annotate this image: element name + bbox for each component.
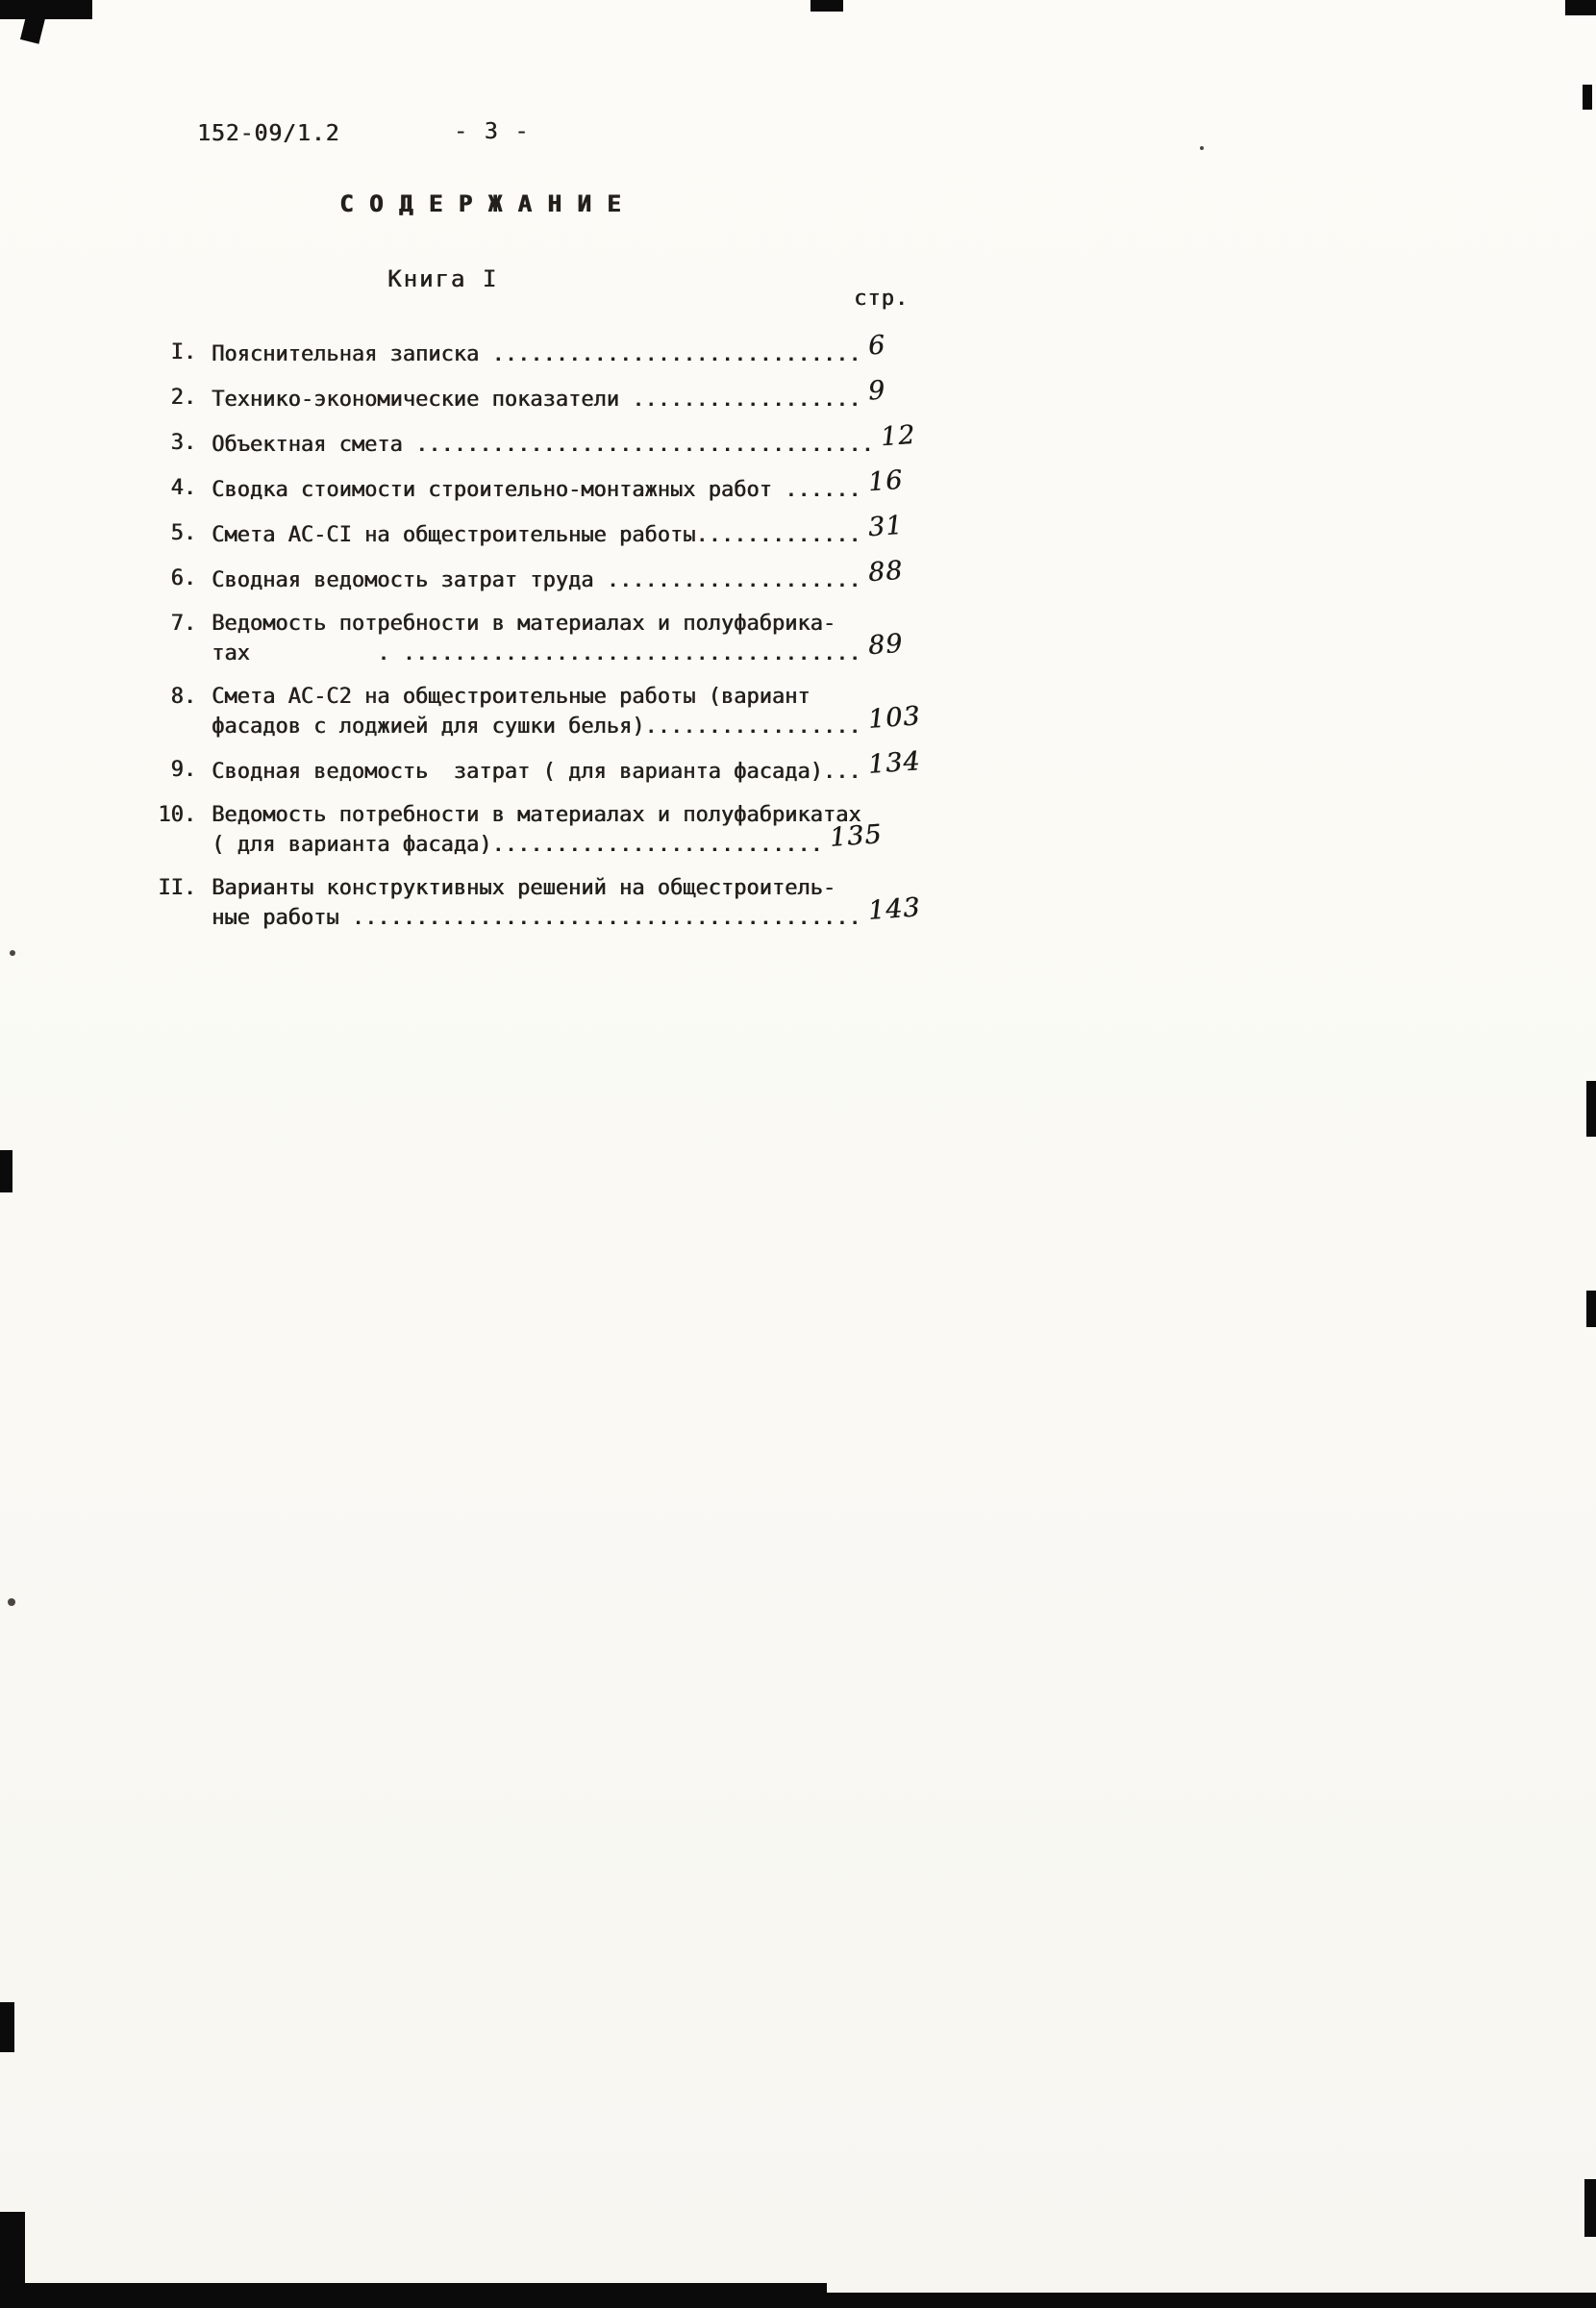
toc-page-number: 16: [866, 464, 904, 498]
toc-item-text: [212, 510, 1077, 549]
toc-item-number: 4.: [170, 476, 196, 500]
toc-page-number: 31: [866, 510, 904, 543]
toc-item: [115, 510, 1077, 549]
toc-item-line: Технико-экономические показатели .................. 9: [212, 375, 886, 412]
toc-item: [115, 683, 1077, 740]
scan-artifact: [0, 2293, 1596, 2308]
scan-artifact: [1584, 2179, 1596, 2237]
scan-artifact: [0, 2002, 14, 2052]
scan-artifact: [1565, 0, 1596, 15]
toc-item-text: [212, 375, 1077, 414]
scan-artifact: [810, 0, 843, 12]
toc-item: [115, 874, 1077, 932]
toc-item-line: Ведомость потребности в материалах и полуфабрика-: [212, 612, 836, 636]
scan-artifact: [1583, 85, 1592, 110]
page-number-marker: - 3 -: [454, 119, 531, 144]
toc-item-line: Пояснительная записка ............................. 6: [212, 330, 886, 366]
toc-item-text: [212, 746, 1077, 786]
toc-page-number: 103: [866, 701, 922, 735]
toc-item-number: 5.: [170, 521, 196, 545]
toc-item-line: фасадов с лоджией для сушки белья)................. 103: [212, 701, 922, 739]
toc-item: [115, 555, 1077, 594]
scan-speck: [8, 1598, 15, 1606]
toc-item-text: [212, 555, 1077, 594]
toc-item-number: 6.: [170, 566, 196, 590]
scan-speck: [10, 950, 15, 956]
toc-page-number: 89: [866, 628, 904, 662]
toc-item: [115, 746, 1077, 786]
toc-item: [115, 801, 1077, 859]
toc-list: [115, 330, 1077, 947]
toc-item-text: [212, 610, 1077, 667]
toc-item-number: 9.: [170, 758, 196, 782]
toc-item: [115, 610, 1077, 667]
toc-item-line: Сводка стоимости строительно-монтажных работ ...... 16: [212, 464, 904, 502]
toc-item-text: [212, 874, 1077, 932]
toc-item: [115, 419, 1077, 459]
scan-artifact: [1586, 1291, 1596, 1327]
toc-page-number: 12: [879, 419, 917, 453]
toc-page-number: 134: [866, 746, 922, 780]
toc-item-text: [212, 419, 1077, 459]
toc-item: [115, 330, 1077, 368]
toc-item-text: [212, 464, 1077, 504]
toc-item-number: 8.: [170, 685, 196, 709]
toc-item-text: [212, 683, 1077, 740]
scan-speck: [1200, 146, 1204, 150]
page-title: С О Д Е Р Ж А Н И Е: [339, 190, 622, 217]
toc-item-line: ные работы ........................................ 143: [212, 892, 922, 930]
toc-page-number: 88: [866, 555, 904, 589]
toc-item-line: Ведомость потребности в материалах и полуфабрикатах: [212, 803, 861, 827]
document-code: 152-09/1.2: [197, 121, 340, 146]
page-column-label: стр.: [854, 287, 909, 311]
scan-artifact: [1586, 1081, 1596, 1137]
toc-item-line: Смета АС-СI на общестроительные работы............. 31: [212, 510, 904, 547]
toc-item-number: I.: [170, 340, 196, 364]
toc-item-number: 10.: [158, 803, 196, 827]
toc-item-text: [212, 801, 1077, 859]
toc-item-text: [212, 330, 1077, 368]
toc-item-number: 2.: [170, 386, 196, 410]
toc-item-line: тах . .................................... 89: [212, 628, 904, 665]
toc-item-line: Сводная ведомость затрат труда .................... 88: [212, 555, 904, 592]
toc-item-line: ( для варианта фасада).......................... 135: [212, 819, 884, 857]
toc-page-number: 135: [828, 819, 884, 853]
toc-item-number: 3.: [170, 431, 196, 455]
toc-item-number: II.: [158, 876, 196, 900]
toc-item-number: 7.: [170, 612, 196, 636]
toc-page-number: 9: [866, 375, 886, 407]
toc-item-line: Сводная ведомость затрат ( для варианта фасада)... 134: [212, 746, 922, 784]
toc-page-number: 143: [866, 892, 922, 926]
scan-artifact: [0, 1150, 12, 1192]
toc-item: [115, 375, 1077, 414]
toc-item-line: Варианты конструктивных решений на общестроитель-: [212, 876, 836, 900]
book-heading: Книга I: [387, 265, 499, 292]
toc-item: [115, 464, 1077, 504]
toc-page-number: 6: [866, 330, 886, 362]
toc-item-line: Смета АС-С2 на общестроительные работы (вариант: [212, 685, 810, 709]
toc-item-line: Объектная смета .................................... 12: [212, 419, 917, 457]
